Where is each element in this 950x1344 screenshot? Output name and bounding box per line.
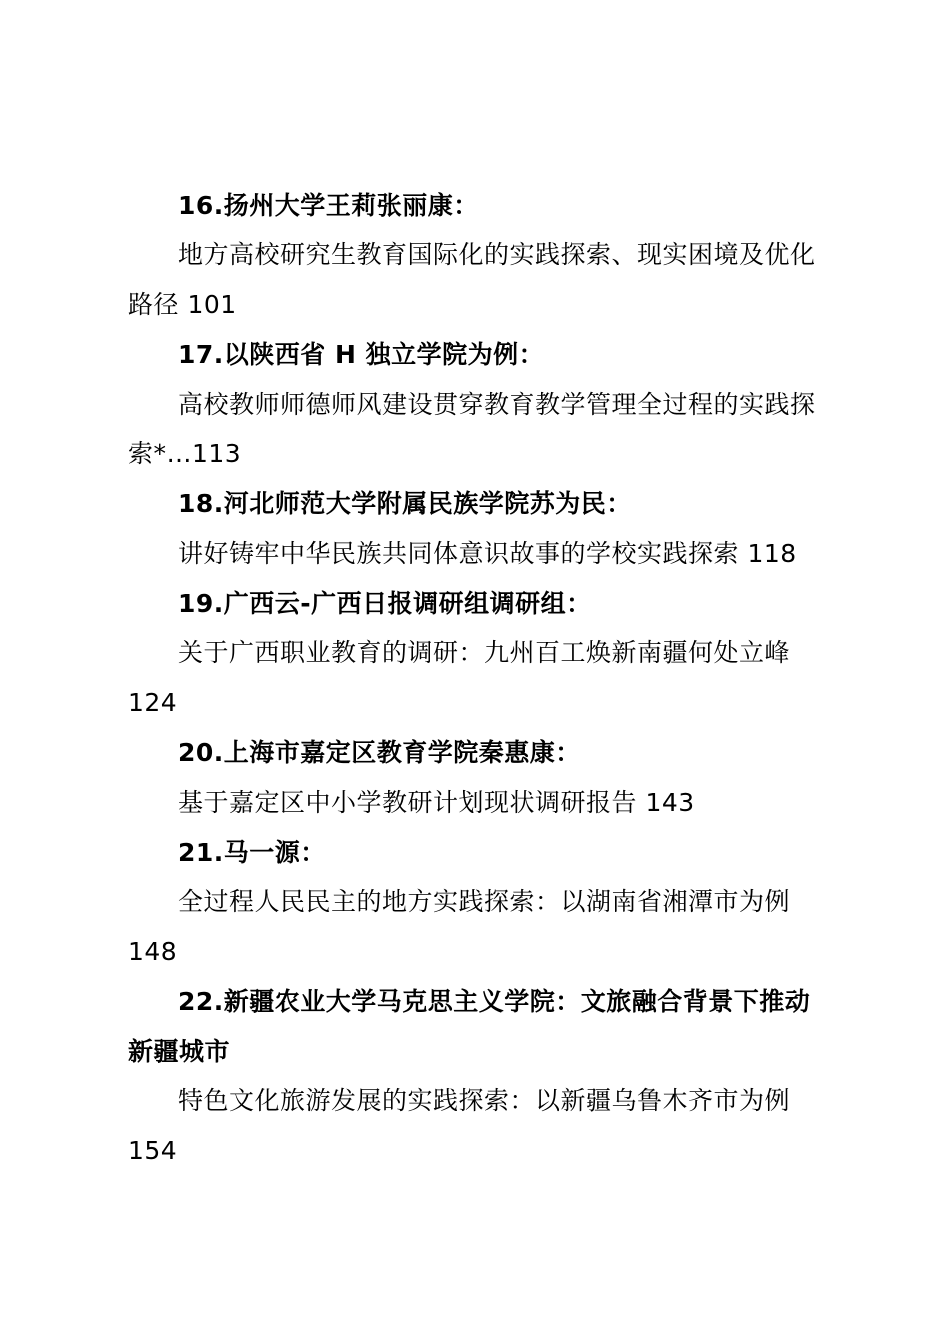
entry-heading: 16.扬州大学王莉张丽康： xyxy=(178,191,479,220)
entry-title-line: 索*…113 xyxy=(128,439,242,468)
entry-title-line: 特色文化旅游发展的实践探索：以新疆乌鲁木齐市为例 xyxy=(178,1086,791,1115)
entry-title-line: 关于广西职业教育的调研：九州百工焕新南疆何处立峰 xyxy=(178,638,791,667)
entry-title-line: 高校教师师德师风建设贯穿教育教学管理全过程的实践探 xyxy=(178,390,816,419)
entry-heading: 20.上海市嘉定区教育学院秦惠康： xyxy=(178,738,581,767)
entry-heading: 19.广西云-广西日报调研组调研组： xyxy=(178,589,592,618)
entry-title-line: 124 xyxy=(128,688,178,717)
entry-title-line: 全过程人民民主的地方实践探索：以湖南省湘潭市为例 xyxy=(178,887,791,916)
entry-title-line: 基于嘉定区中小学教研计划现状调研报告 143 xyxy=(178,788,695,817)
entry-title-line: 讲好铸牢中华民族共同体意识故事的学校实践探索 118 xyxy=(178,539,797,568)
entry-heading: 17.以陕西省 H 独立学院为例： xyxy=(178,340,545,369)
entry-heading: 18.河北师范大学附属民族学院苏为民： xyxy=(178,489,632,518)
entry-title-line: 154 xyxy=(128,1136,178,1165)
entry-heading: 22.新疆农业大学马克思主义学院：文旅融合背景下推动 xyxy=(178,987,811,1016)
entry-title-line: 148 xyxy=(128,937,178,966)
entry-heading: 21.马一源： xyxy=(178,838,326,867)
entry-heading: 新疆城市 xyxy=(128,1037,231,1066)
entry-title-line: 地方高校研究生教育国际化的实践探索、现实困境及优化 xyxy=(178,240,816,269)
entry-title-line: 路径 101 xyxy=(128,290,237,319)
